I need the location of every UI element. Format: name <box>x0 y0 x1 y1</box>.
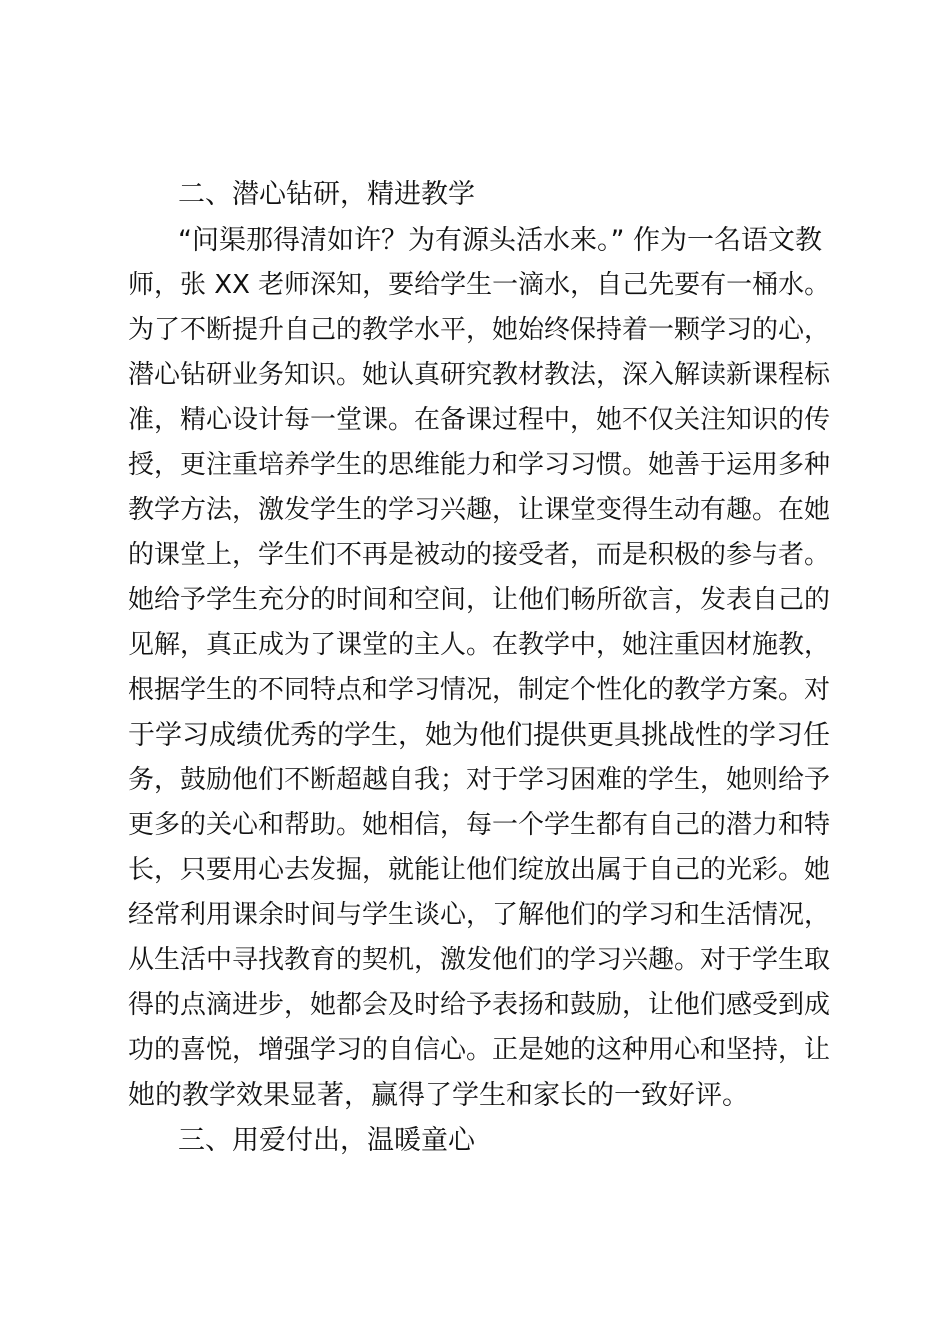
paragraph-line: 见解，真正成为了课堂的主人。在教学中，她注重因材施教， <box>128 630 831 660</box>
section-heading: 三、用爱付出，温暖童心 <box>178 1125 475 1156</box>
paragraph-line: 师，张 XX 老师深知，要给学生一滴水，自己先要有一桶水。 <box>128 270 831 300</box>
paragraph-line: 长，只要用心去发掘，就能让他们绽放出属于自己的光彩。她 <box>128 855 831 885</box>
paragraph-line: 得的点滴进步，她都会及时给予表扬和鼓励，让他们感受到成 <box>128 990 831 1020</box>
paragraph-line: 的课堂上，学生们不再是被动的接受者，而是积极的参与者。 <box>128 540 831 570</box>
paragraph-line: 于学习成绩优秀的学生，她为他们提供更具挑战性的学习任 <box>128 720 830 751</box>
paragraph-line: 潜心钻研业务知识。她认真研究教材教法，深入解读新课程标 <box>128 360 831 390</box>
paragraph-line: 从生活中寻找教育的契机，激发他们的学习兴趣。对于学生取 <box>128 945 831 975</box>
paragraph-line: 准，精心设计每一堂课。在备课过程中，她不仅关注知识的传 <box>128 405 831 435</box>
section-heading: 二、潜心钻研，精进教学 <box>178 179 475 210</box>
paragraph-line: 教学方法，激发学生的学习兴趣，让课堂变得生动有趣。在她 <box>128 495 831 525</box>
paragraph-line: 她的教学效果显著，赢得了学生和家长的一致好评。 <box>128 1080 749 1111</box>
paragraph-line: 为了不断提升自己的教学水平，她始终保持着一颗学习的心， <box>128 315 831 345</box>
paragraph-line: 经常利用课余时间与学生谈心，了解他们的学习和生活情况， <box>128 900 831 930</box>
paragraph-line: 授，更注重培养学生的思维能力和学习习惯。她善于运用多种 <box>128 450 831 480</box>
paragraph-line: “问渠那得清如许？为有源头活水来。” 作为一名语文教 <box>178 225 823 256</box>
paragraph-line: 更多的关心和帮助。她相信，每一个学生都有自己的潜力和特 <box>128 810 831 840</box>
paragraph-line: 务，鼓励他们不断超越自我；对于学习困难的学生，她则给予 <box>128 765 831 795</box>
paragraph-line: 功的喜悦，增强学习的自信心。正是她的这种用心和坚持，让 <box>128 1035 831 1065</box>
paragraph-line: 她给予学生充分的时间和空间，让他们畅所欲言，发表自己的 <box>128 585 831 615</box>
paragraph-line: 根据学生的不同特点和学习情况，制定个性化的教学方案。对 <box>128 675 831 705</box>
